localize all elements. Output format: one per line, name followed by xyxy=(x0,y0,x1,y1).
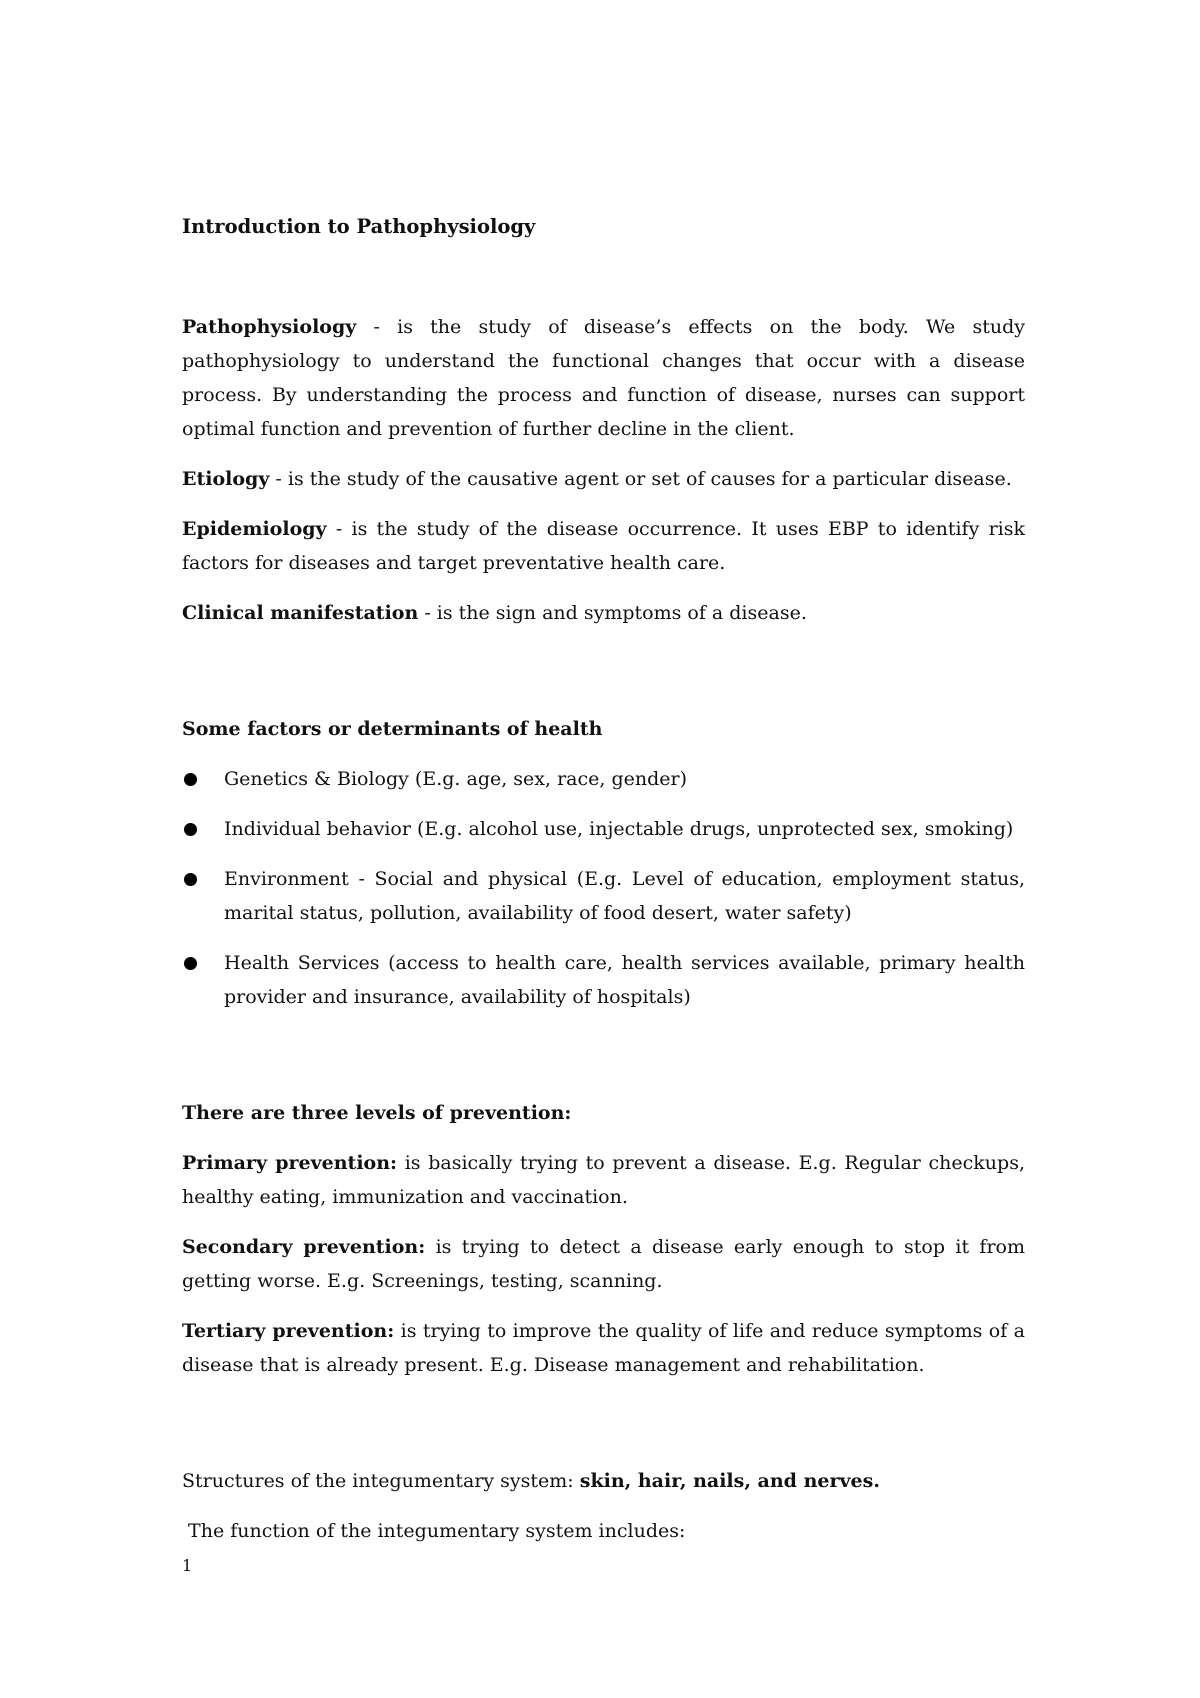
definition-term: Pathophysiology xyxy=(182,316,357,338)
prevention-heading: There are three levels of prevention: xyxy=(182,1102,572,1124)
definition-etiology xyxy=(182,462,1025,496)
bullet-icon xyxy=(184,823,197,836)
integumentary-structures-prefix: Structures of the integumentary system: xyxy=(182,1470,580,1492)
bullet-icon xyxy=(184,957,197,970)
spacer xyxy=(182,244,1025,310)
prevention-tertiary xyxy=(182,1314,1025,1382)
list-item xyxy=(182,812,1025,846)
prevention-secondary xyxy=(182,1230,1025,1298)
definition-text: - is the sign and symptoms of a disease. xyxy=(418,602,807,624)
definition-term: Etiology xyxy=(182,468,270,490)
list-item xyxy=(182,762,1025,796)
spacer xyxy=(182,646,1025,712)
prevention-term: Secondary prevention: xyxy=(182,1236,426,1258)
prevention-term: Primary prevention: xyxy=(182,1152,398,1174)
integumentary-function-line: The function of the integumentary system includes: xyxy=(182,1520,686,1542)
spacer xyxy=(182,1398,1025,1464)
list-item xyxy=(182,946,1025,1014)
integumentary-structures-list: skin, hair, nails, and nerves. xyxy=(579,1470,880,1492)
document-title: Introduction to Pathophysiology xyxy=(182,215,536,238)
prevention-primary xyxy=(182,1146,1025,1214)
definition-pathophysiology xyxy=(182,310,1025,446)
bullet-icon xyxy=(184,873,197,886)
prevention-text: is trying to detect a disease early enough to stop it from getting worse. E.g. Screenings, testing, scanning. xyxy=(182,1236,1025,1292)
spacer xyxy=(182,1030,1025,1096)
document-body xyxy=(182,210,1025,1564)
list-item-text: Environment - Social and physical (E.g. Level of education, employment status, marital status, pollution, availability of food desert, water safety) xyxy=(224,868,1025,924)
list-item xyxy=(182,862,1025,930)
definition-epidemiology xyxy=(182,512,1025,580)
definition-term: Epidemiology xyxy=(182,518,327,540)
determinants-list xyxy=(182,762,1025,1014)
definition-text: - is the study of the disease occurrence. It uses EBP to identify risk factors for diseases and target preventative health care. xyxy=(182,518,1025,574)
definition-term: Clinical manifestation xyxy=(182,602,419,624)
bullet-icon xyxy=(184,773,197,786)
definition-clinical-manifestation xyxy=(182,596,1025,630)
definition-text: - is the study of disease’s effects on the body. We study pathophysiology to understand the functional changes that occur with a disease process. By understanding the process and function of disease, nurses can support optimal function and prevention of further decline in the client. xyxy=(182,316,1025,440)
definition-text: - is the study of the causative agent or set of causes for a particular disease. xyxy=(269,468,1012,490)
prevention-term: Tertiary prevention: xyxy=(182,1320,395,1342)
prevention-text: is basically trying to prevent a disease. E.g. Regular checkups, healthy eating, immunization and vaccination. xyxy=(182,1152,1025,1208)
determinants-heading: Some factors or determinants of health xyxy=(182,718,603,740)
list-item-text: Health Services (access to health care, health services available, primary health provider and insurance, availability of hospitals) xyxy=(224,952,1025,1008)
page-number: 1 xyxy=(182,1556,193,1575)
list-item-text: Genetics & Biology (E.g. age, sex, race, gender) xyxy=(224,768,688,790)
prevention-text: is trying to improve the quality of life and reduce symptoms of a disease that is already present. E.g. Disease management and rehabilitation. xyxy=(182,1320,1025,1376)
list-item-text: Individual behavior (E.g. alcohol use, injectable drugs, unprotected sex, smoking) xyxy=(224,818,1014,840)
integumentary-structures xyxy=(182,1464,1025,1498)
